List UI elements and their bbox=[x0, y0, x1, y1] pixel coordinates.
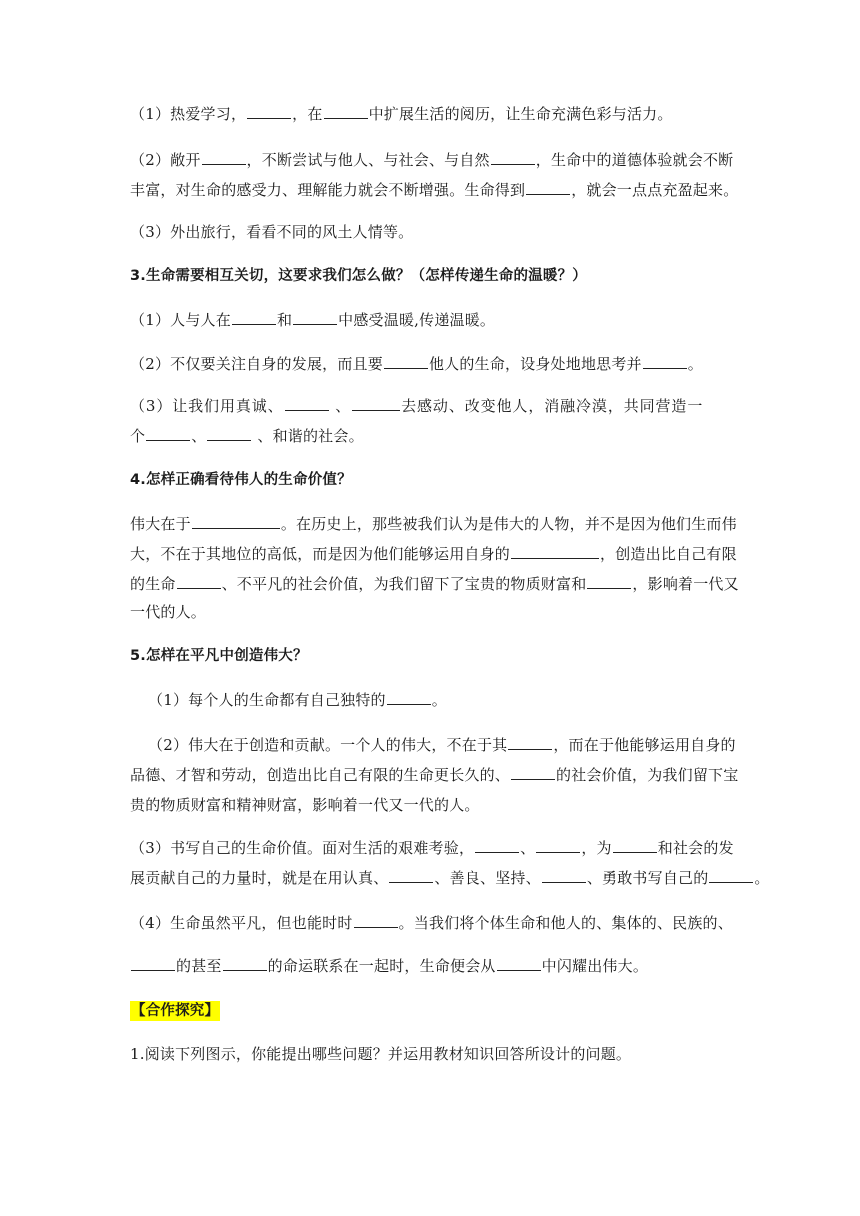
text: ，就会一点点充盈起来。 bbox=[571, 181, 739, 199]
text: 。在历史上，那些被我们认为是伟大的人物，并不是因为他们生而伟 bbox=[280, 515, 737, 533]
text: 中感受温暖,传递温暖。 bbox=[338, 311, 496, 329]
text: 和 bbox=[276, 311, 293, 329]
fill-blank[interactable] bbox=[587, 574, 631, 589]
q1-item3 bbox=[130, 222, 740, 242]
text: ，创造出比自己有限 bbox=[600, 545, 737, 563]
text: （3）书写自己的生命价值。面对生活的艰难考验， bbox=[130, 839, 475, 857]
text: 。 bbox=[754, 869, 770, 887]
text: （1）热爱学习， bbox=[130, 105, 247, 123]
text: 的社会价值，为我们留下宝 bbox=[556, 766, 739, 784]
text: 的生命 bbox=[130, 575, 176, 593]
text: （2）伟大在于创造和贡献。一个人的伟大，不在于其 bbox=[148, 736, 508, 754]
fill-blank[interactable] bbox=[285, 396, 329, 411]
fill-blank[interactable] bbox=[613, 838, 657, 853]
text: ，生命中的道德体验就会不断 bbox=[535, 151, 734, 169]
fill-blank[interactable] bbox=[247, 104, 291, 119]
fill-blank[interactable] bbox=[508, 735, 552, 750]
q3-item3-line1 bbox=[130, 396, 740, 416]
text: ，为 bbox=[581, 839, 612, 857]
q5-item3-line1 bbox=[130, 838, 740, 858]
text: （3）让我们用真诚、 bbox=[130, 397, 284, 415]
fill-blank[interactable] bbox=[709, 868, 753, 883]
text: ，而在于他能够运用自身的 bbox=[553, 736, 736, 754]
q4-line1 bbox=[130, 514, 740, 534]
text: ，不断尝试与他人、与社会、与自然 bbox=[246, 151, 490, 169]
text: 个 bbox=[130, 427, 146, 445]
fill-blank[interactable] bbox=[232, 310, 276, 325]
section-q1: 1.阅读下列图示，你能提出哪些问题？并运用教材知识回答所设计的问题。 bbox=[130, 1045, 632, 1063]
q3-item2 bbox=[130, 354, 740, 374]
q5-item3-line2 bbox=[130, 868, 770, 888]
text: 一代的人。 bbox=[130, 603, 207, 621]
fill-blank[interactable] bbox=[475, 838, 519, 853]
fill-blank[interactable] bbox=[497, 956, 541, 971]
fill-blank[interactable] bbox=[354, 913, 398, 928]
fill-blank[interactable] bbox=[384, 354, 428, 369]
text: （2）不仅要关注自身的发展，而且要 bbox=[130, 355, 383, 373]
fill-blank[interactable] bbox=[146, 426, 190, 441]
text: 。 bbox=[687, 355, 703, 373]
fill-blank[interactable] bbox=[352, 396, 400, 411]
q5-item2-line1 bbox=[148, 735, 758, 755]
fill-blank[interactable] bbox=[293, 310, 337, 325]
q5-item4-line1 bbox=[130, 913, 740, 933]
text: 、 bbox=[329, 397, 352, 415]
fill-blank[interactable] bbox=[526, 180, 570, 195]
text: 的命运联系在一起时，生命便会从 bbox=[267, 957, 496, 975]
fill-blank[interactable] bbox=[131, 956, 175, 971]
text: 中闪耀出伟大。 bbox=[541, 957, 649, 975]
text: （1）每个人的生命都有自己独特的 bbox=[148, 691, 386, 709]
q4-line4 bbox=[130, 602, 740, 622]
fill-blank[interactable] bbox=[389, 868, 433, 883]
q1-item2-line1 bbox=[130, 150, 740, 170]
fill-blank[interactable] bbox=[643, 354, 687, 369]
fill-blank[interactable] bbox=[324, 104, 368, 119]
text: 他人的生命，设身处地地思考并 bbox=[428, 355, 642, 373]
fill-blank[interactable] bbox=[177, 574, 221, 589]
q3-title: 3.生命需要相互关切，这要求我们怎么做？（怎样传递生命的温暖？） bbox=[130, 268, 587, 284]
text: （1）人与人在 bbox=[130, 311, 231, 329]
text: 丰富，对生命的感受力、理解能力就会不断增强。生命得到 bbox=[130, 181, 526, 199]
fill-blank[interactable] bbox=[387, 690, 431, 705]
section-label: 【合作探究】 bbox=[131, 1003, 220, 1019]
text: 、和谐的社会。 bbox=[252, 427, 364, 445]
fill-blank[interactable] bbox=[511, 544, 599, 559]
q1-item1 bbox=[130, 104, 740, 124]
fill-blank[interactable] bbox=[491, 150, 535, 165]
q4-title: 4.怎样正确看待伟人的生命价值？ bbox=[130, 472, 352, 488]
fill-blank[interactable] bbox=[223, 956, 267, 971]
text: 品德、才智和劳动，创造出比自己有限的生命更长久的、 bbox=[130, 766, 511, 784]
text: 。 bbox=[431, 691, 447, 709]
q5-item1 bbox=[148, 690, 758, 710]
q5-item4-line2 bbox=[130, 956, 740, 976]
fill-blank[interactable] bbox=[202, 150, 246, 165]
q5-title: 5.怎样在平凡中创造伟大？ bbox=[130, 648, 308, 664]
text: 伟大在于 bbox=[130, 515, 191, 533]
text: 。当我们将个体生命和他人的、集体的、民族的、 bbox=[398, 914, 733, 932]
q4-line2 bbox=[130, 544, 740, 564]
q5-item2-line3 bbox=[130, 795, 740, 815]
q3-item3-line2 bbox=[130, 426, 740, 446]
text: 去感动、改变他人，消融冷漠，共同营造一 bbox=[401, 397, 704, 415]
fill-blank[interactable] bbox=[511, 765, 555, 780]
text: （4）生命虽然平凡，但也能时时 bbox=[130, 914, 353, 932]
text: 展贡献自己的力量时，就是在用认真、 bbox=[130, 869, 389, 887]
text: 大，不在于其地位的高低，而是因为他们能够运用自身的 bbox=[130, 545, 511, 563]
fill-blank[interactable] bbox=[207, 426, 251, 441]
section-header bbox=[130, 1000, 740, 1021]
text: （2）敞开 bbox=[130, 151, 201, 169]
q4-line3 bbox=[130, 574, 740, 594]
text: 、勇敢书写自己的 bbox=[586, 869, 709, 887]
text: 贵的物质财富和精神财富，影响着一代又一代的人。 bbox=[130, 796, 480, 814]
q3-item1 bbox=[130, 310, 740, 330]
text: 和社会的发 bbox=[657, 839, 734, 857]
fill-blank[interactable] bbox=[542, 868, 586, 883]
text: 、 bbox=[191, 427, 207, 445]
q1-item2-line2 bbox=[130, 180, 740, 200]
fill-blank[interactable] bbox=[536, 838, 580, 853]
text: （3）外出旅行，看看不同的风土人情等。 bbox=[130, 223, 414, 241]
q5-item2-line2 bbox=[130, 765, 740, 785]
text: 、善良、坚持、 bbox=[434, 869, 541, 887]
text: 中扩展生活的阅历，让生命充满色彩与活力。 bbox=[368, 105, 673, 123]
text: 的甚至 bbox=[176, 957, 222, 975]
text: ，在 bbox=[292, 105, 323, 123]
text: 、 bbox=[520, 839, 536, 857]
fill-blank[interactable] bbox=[192, 514, 280, 529]
text: 、不平凡的社会价值，为我们留下了宝贵的物质财富和 bbox=[221, 575, 587, 593]
text: ，影响着一代又 bbox=[632, 575, 739, 593]
